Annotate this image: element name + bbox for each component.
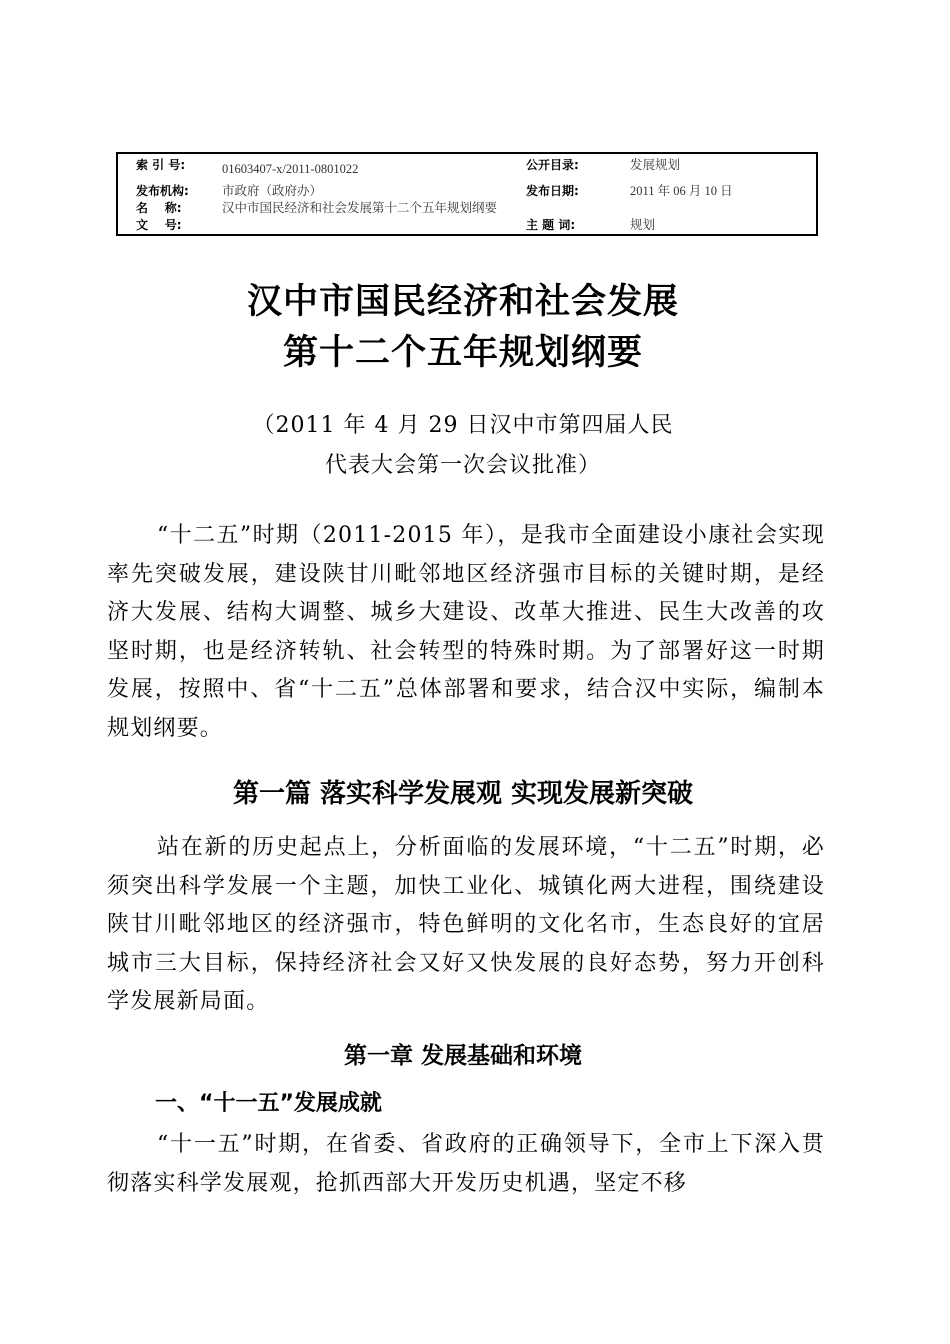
metadata-row-name: [118, 202, 816, 216]
metadata-row-index: [118, 158, 816, 176]
public-catalog-label: 公开目录:: [526, 158, 579, 172]
metadata-row-issuer: [118, 185, 816, 199]
doc-name-value: 汉中市国民经济和社会发展第十二个五年规划纲要: [222, 201, 498, 215]
section-paragraph: “十一五”时期，在省委、省政府的正确领导下，全市上下深入贯彻落实科学发展观，抢抓西部大开发历史机遇，坚定不移: [107, 1132, 825, 1196]
publish-date-label: 发布日期:: [526, 184, 579, 198]
document-title-line-1: 汉中市国民经济和社会发展: [246, 281, 679, 322]
approval-note-line-1: （2011 年 4 月 29 日汉中市第四届人民: [252, 413, 674, 438]
chapter-heading: 第一章 发展基础和环境: [343, 1043, 582, 1069]
document-metadata-table: [116, 152, 818, 236]
keyword-value: 规划: [630, 218, 656, 232]
intro-paragraph: “十二五”时期（2011-2015 年），是我市全面建设小康社会实现率先突破发展，建设陕甘川毗邻地区经济强市目标的关键时期，是经济大发展、结构大调整、城乡大建设、改革大推进、民生大改善的攻坚时期，也是经济转轨、社会转型的特殊时期。为了部署好这一时期发展，按照中、省“十二五”总体部署和要求，结合汉中实际，编制本规划纲要。: [107, 523, 825, 741]
metadata-row-docno: [118, 219, 816, 233]
publish-date-value: 2011 年 06 月 10 日: [630, 184, 733, 198]
public-catalog-value: 发展规划: [630, 158, 681, 172]
index-number-label: 索 引 号:: [136, 158, 186, 172]
index-number-value: 01603407-x/2011-0801022: [222, 162, 359, 176]
issuer-label: 发布机构:: [136, 184, 189, 198]
issuer-value: 市政府（政府办）: [222, 184, 323, 198]
part-intro-paragraph: 站在新的历史起点上，分析面临的发展环境，“十二五”时期，必须突出科学发展一个主题，加快工业化、城镇化两大进程，围绕建设陕甘川毗邻地区的经济强市，特色鲜明的文化名市，生态良好的宜居城市三大目标，保持经济社会又好又快发展的良好态势，努力开创科学发展新局面。: [107, 835, 825, 1015]
doc-number-label: 文 号:: [136, 218, 182, 232]
part-heading: 第一篇 落实科学发展观 实现发展新突破: [232, 779, 694, 809]
keyword-label: 主 题 词:: [526, 218, 576, 232]
doc-name-label: 名 称:: [136, 201, 182, 215]
document-title-line-2: 第十二个五年规划纲要: [282, 332, 643, 373]
approval-note-line-2: 代表大会第一次会议批准）: [324, 453, 601, 478]
section-heading: 一、“十一五”发展成就: [155, 1091, 382, 1116]
